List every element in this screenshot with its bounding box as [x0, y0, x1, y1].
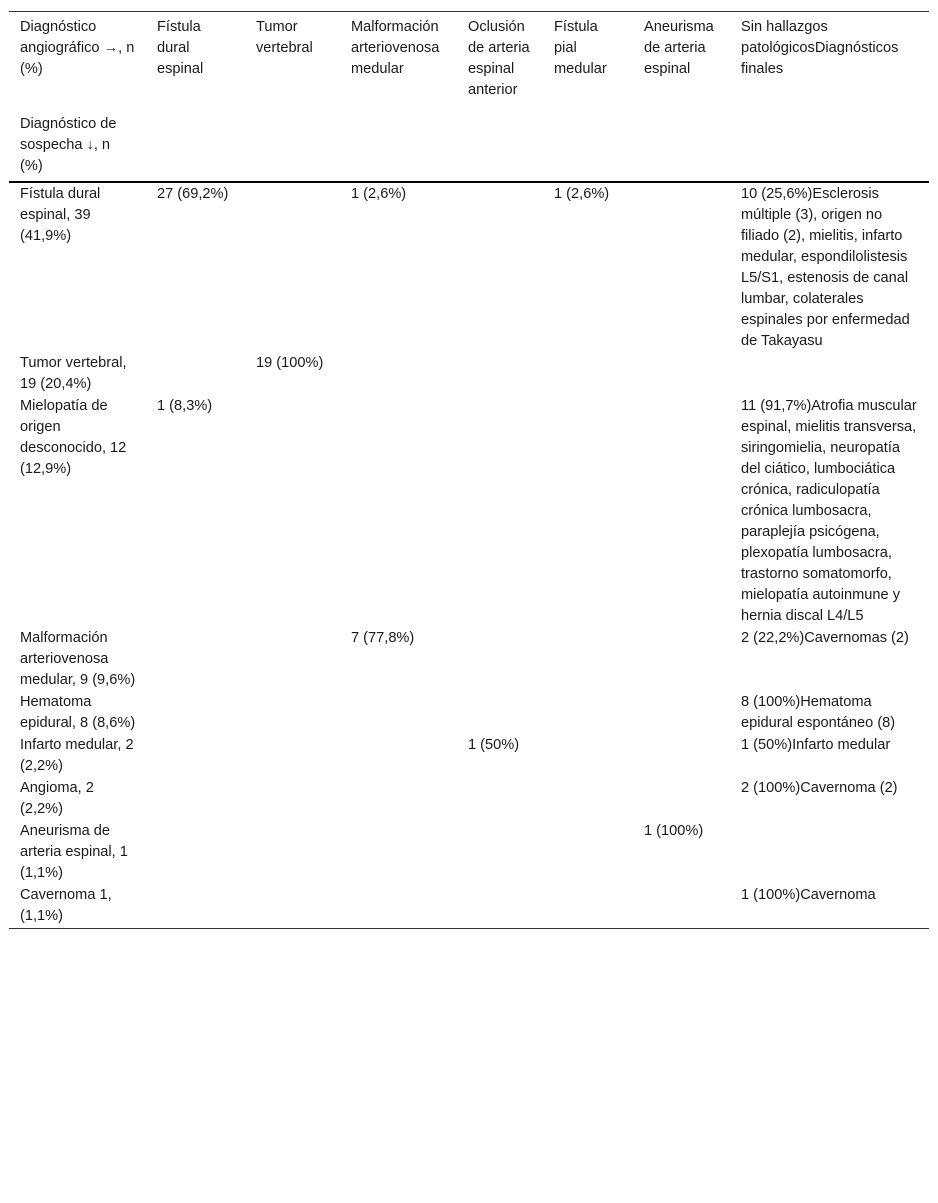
- table-cell: [146, 691, 245, 734]
- table-cell: [633, 691, 730, 734]
- header-row-secondary: [9, 101, 929, 182]
- table-cell: 10 (25,6%)Esclerosis múltiple (3), origen no filiado (2), mielitis, infarto medular, espondilolistesis L5/S1, estenosis de canal lumbar, colaterales espinales por enfermedad de Takayasu: [741, 186, 910, 349]
- table-cell: [340, 691, 457, 734]
- table-cell: [633, 395, 730, 627]
- row-label: Angioma, 2 (2,2%): [20, 780, 94, 817]
- table-cell: [730, 352, 929, 395]
- header-spacer: [245, 101, 340, 182]
- column-header: Tumor vertebral: [245, 12, 340, 102]
- row-label: Malformación arteriovenosa medular, 9 (9,6%): [20, 630, 136, 688]
- table-row: [9, 691, 929, 734]
- table-cell: [457, 884, 543, 929]
- table-cell: [146, 884, 245, 929]
- table-cell: [245, 820, 340, 884]
- table-cell: [730, 820, 929, 884]
- table-cell: [543, 395, 633, 627]
- table-cell: 27 (69,2%): [157, 186, 229, 202]
- header-spacer: [457, 101, 543, 182]
- table-row: [9, 734, 929, 777]
- table-cell: 2 (22,2%)Cavernomas (2): [741, 630, 909, 646]
- table-cell: [245, 884, 340, 929]
- table-cell: [457, 352, 543, 395]
- table-cell: [146, 352, 245, 395]
- table-cell: [146, 820, 245, 884]
- table-cell: 1 (2,6%): [351, 186, 407, 202]
- table-cell: [543, 820, 633, 884]
- table-cell: [146, 777, 245, 820]
- table-cell: 8 (100%)Hematoma epidural espontáneo (8): [741, 694, 896, 731]
- table-cell: 1 (50%): [468, 737, 520, 753]
- row-label: Fístula dural espinal, 39 (41,9%): [20, 186, 101, 244]
- table-cell: [340, 777, 457, 820]
- table-cell: [457, 182, 543, 352]
- table-row: [9, 627, 929, 691]
- row-label: Hematoma epidural, 8 (8,6%): [20, 694, 136, 731]
- table-cell: [457, 691, 543, 734]
- column-header: Malformación arteriovenosa medular: [340, 12, 457, 102]
- table-cell: [245, 734, 340, 777]
- table-cell: [633, 777, 730, 820]
- header-row: [9, 12, 929, 102]
- header-spacer: [633, 101, 730, 182]
- header-spacer: [543, 101, 633, 182]
- table-row: [9, 352, 929, 395]
- table-cell: 19 (100%): [256, 355, 324, 371]
- table-cell: [457, 777, 543, 820]
- table-cell: [457, 820, 543, 884]
- row-label: Infarto medular, 2 (2,2%): [20, 737, 134, 774]
- table-body: [9, 182, 929, 929]
- table-cell: 11 (91,7%)Atrofia muscular espinal, mielitis transversa, siringomielia, neuropatía del ciático, lumbociática crónica, radiculopatía crónica lumbosacra, paraplejía psicógena, plexopatía lumbosacra, trastorno somatomorfo, mielopatía autoinmune y hernia discal L4/L5: [741, 398, 917, 624]
- table-header: [9, 12, 929, 183]
- header-spacer: [730, 101, 929, 182]
- column-header: Fístula dural espinal: [146, 12, 245, 102]
- column-header: Fístula pial medular: [543, 12, 633, 102]
- table-cell: [245, 777, 340, 820]
- table-cell: [543, 627, 633, 691]
- header-spacer: [340, 101, 457, 182]
- table-cell: [543, 777, 633, 820]
- table-row: [9, 182, 929, 352]
- table-cell: 2 (100%)Cavernoma (2): [741, 780, 898, 796]
- table-cell: [245, 691, 340, 734]
- table-cell: [457, 395, 543, 627]
- corner-header-top: Diagnóstico angiográfico →, n (%): [9, 12, 146, 102]
- table-cell: [633, 734, 730, 777]
- corner-header-bottom: Diagnóstico de sospecha ↓, n (%): [9, 101, 146, 182]
- table-row: [9, 820, 929, 884]
- table-cell: [340, 352, 457, 395]
- table-cell: [245, 627, 340, 691]
- table-cell: [633, 884, 730, 929]
- table-row: [9, 884, 929, 929]
- table-cell: [340, 884, 457, 929]
- table-cell: 1 (8,3%): [157, 398, 213, 414]
- table-cell: [245, 182, 340, 352]
- table-cell: [633, 182, 730, 352]
- table-cell: 1 (50%)Infarto medular: [741, 737, 891, 753]
- column-header: Sin hallazgos patológicosDiagnósticos finales: [730, 12, 929, 102]
- table-cell: [543, 884, 633, 929]
- table-cell: [340, 820, 457, 884]
- table-cell: 1 (100%)Cavernoma: [730, 884, 929, 929]
- table-cell: 1 (2,6%): [554, 186, 610, 202]
- column-header: Aneurisma de arteria espinal: [633, 12, 730, 102]
- table-row: [9, 777, 929, 820]
- row-label: Tumor vertebral, 19 (20,4%): [20, 355, 127, 392]
- table-cell: 1 (100%): [644, 823, 704, 839]
- column-header: Oclusión de arteria espinal anterior: [457, 12, 543, 102]
- table-row: [9, 395, 929, 627]
- row-label: Aneurisma de arteria espinal, 1 (1,1%): [20, 823, 128, 881]
- header-spacer: [146, 101, 245, 182]
- table-cell: [146, 734, 245, 777]
- table-cell: [543, 352, 633, 395]
- table-cell: [245, 395, 340, 627]
- table-cell: [340, 395, 457, 627]
- table-cell: [543, 734, 633, 777]
- table-cell: [340, 734, 457, 777]
- table-cell: 7 (77,8%): [351, 630, 415, 646]
- table-cell: [457, 627, 543, 691]
- row-label: Mielopatía de origen desconocido, 12 (12,9%): [20, 398, 127, 477]
- table-cell: [146, 627, 245, 691]
- diagnosis-table: [9, 11, 929, 929]
- row-label: Cavernoma 1, (1,1%): [9, 884, 146, 929]
- table-cell: [543, 691, 633, 734]
- table-cell: [633, 627, 730, 691]
- table-cell: [633, 352, 730, 395]
